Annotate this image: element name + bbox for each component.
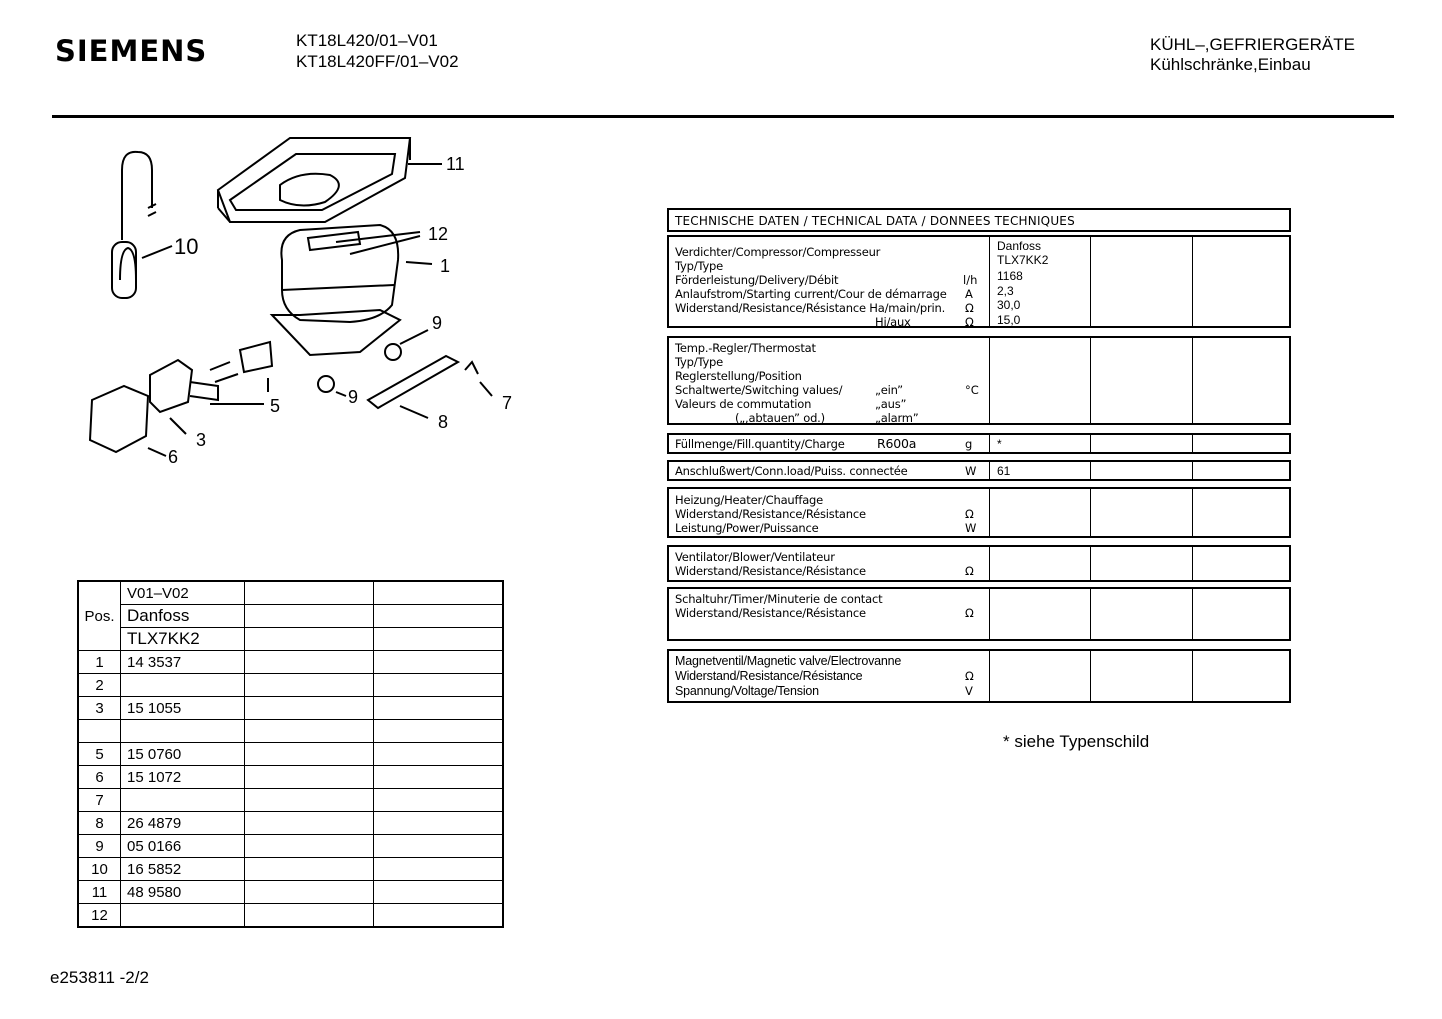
header-divider — [52, 115, 1394, 118]
blower-section: Ventilator/Blower/Ventilateur Widerstand/Resistance/Résistance Ω — [667, 545, 1291, 582]
connected-load-section: Anschlußwert/Conn.load/Puiss. connectée W 61 — [667, 460, 1291, 481]
table-row: 9 05 0166 — [78, 835, 503, 858]
footnote: * siehe Typenschild — [1003, 732, 1150, 751]
table-row: 2 — [78, 674, 503, 697]
table-row: 3 15 1055 — [78, 697, 503, 720]
table-row: 7 — [78, 789, 503, 812]
category-subtitle: Kühlschränke,Einbau — [1150, 55, 1311, 74]
solenoid-valve-section: Magnetventil/Magnetic valve/Electrovanne Widerstand/Resistance/Résistance Spannung/Voltage/Tension Ω V — [667, 649, 1291, 703]
heater-section: Heizung/Heater/Chauffage Widerstand/Resistance/Résistance Leistung/Power/Puissance Ω W — [667, 487, 1291, 538]
callout-1: 1 — [440, 256, 451, 276]
callout-5: 5 — [270, 396, 281, 416]
table-row: 10 16 5852 — [78, 858, 503, 881]
clamp-part — [240, 342, 272, 372]
table-row: 11 48 9580 — [78, 881, 503, 904]
relay-part — [150, 360, 192, 412]
tech-data-title: TECHNISCHE DATEN / TECHNICAL DATA / DONNEES TECHNIQUES — [675, 214, 1075, 228]
charge-section: Füllmenge/Fill.quantity/Charge R600a g * — [667, 433, 1291, 454]
variant-cell: V01–V02 — [121, 581, 245, 605]
callout-7: 7 — [502, 393, 513, 413]
capacitor-part — [120, 248, 136, 280]
thermostat-section: Temp.-Regler/Thermostat Typ/Type Reglerstellung/Position Schaltwerte/Switching values/ Valeurs de commutation („,abtauen” od.) „ein” „aus” „alarm” °C — [667, 336, 1291, 425]
compressor-part — [281, 225, 398, 322]
document-id: e253811 -2/2 — [50, 968, 149, 987]
mounting-rail-part — [368, 356, 458, 408]
callout-6: 6 — [168, 447, 179, 467]
model-number-2: KT18L420FF/01–V02 — [296, 52, 459, 71]
model-number-1: KT18L420/01–V01 — [296, 31, 438, 50]
relay-cover-part — [90, 386, 148, 452]
table-row: 12 — [78, 904, 503, 928]
callout-10: 10 — [174, 234, 199, 259]
callout-9-top: 9 — [432, 313, 443, 333]
parts-table — [77, 580, 504, 928]
callout-11: 11 — [446, 154, 465, 174]
pos-header: Pos. — [78, 581, 121, 651]
compressor-section: Verdichter/Compressor/Compresseur Typ/Type Förderleistung/Delivery/Débit Anlaufstrom/Starting current/Cour de démarrage Widerstand/Resistance/Résistance Ha/main/prin. Hi/aux l/h A Ω Ω Danfoss TLX7KK2 1168 2,3 30,0 15,0 — [667, 235, 1291, 328]
brand-logo: SIEMENS — [55, 34, 208, 68]
table-row: 8 26 4879 — [78, 812, 503, 835]
category-title: KÜHL–,GEFRIERGERÄTE — [1150, 35, 1355, 54]
table-row: 5 15 0760 — [78, 743, 503, 766]
callout-3: 3 — [196, 430, 207, 450]
tech-data-header — [667, 208, 1291, 232]
exploded-parts-diagram — [60, 130, 530, 480]
table-row: 6 15 1072 — [78, 766, 503, 789]
compressor-type-cell: TLX7KK2 — [121, 628, 245, 651]
callout-12: 12 — [428, 224, 449, 244]
table-row: 1 14 3537 — [78, 651, 503, 674]
callout-8: 8 — [438, 412, 449, 432]
table-row — [78, 720, 503, 743]
manufacturer-cell: Danfoss — [121, 605, 245, 628]
timer-section: Schaltuhr/Timer/Minuterie de contact Widerstand/Resistance/Résistance Ω — [667, 587, 1291, 641]
callout-9-bottom: 9 — [348, 387, 359, 407]
